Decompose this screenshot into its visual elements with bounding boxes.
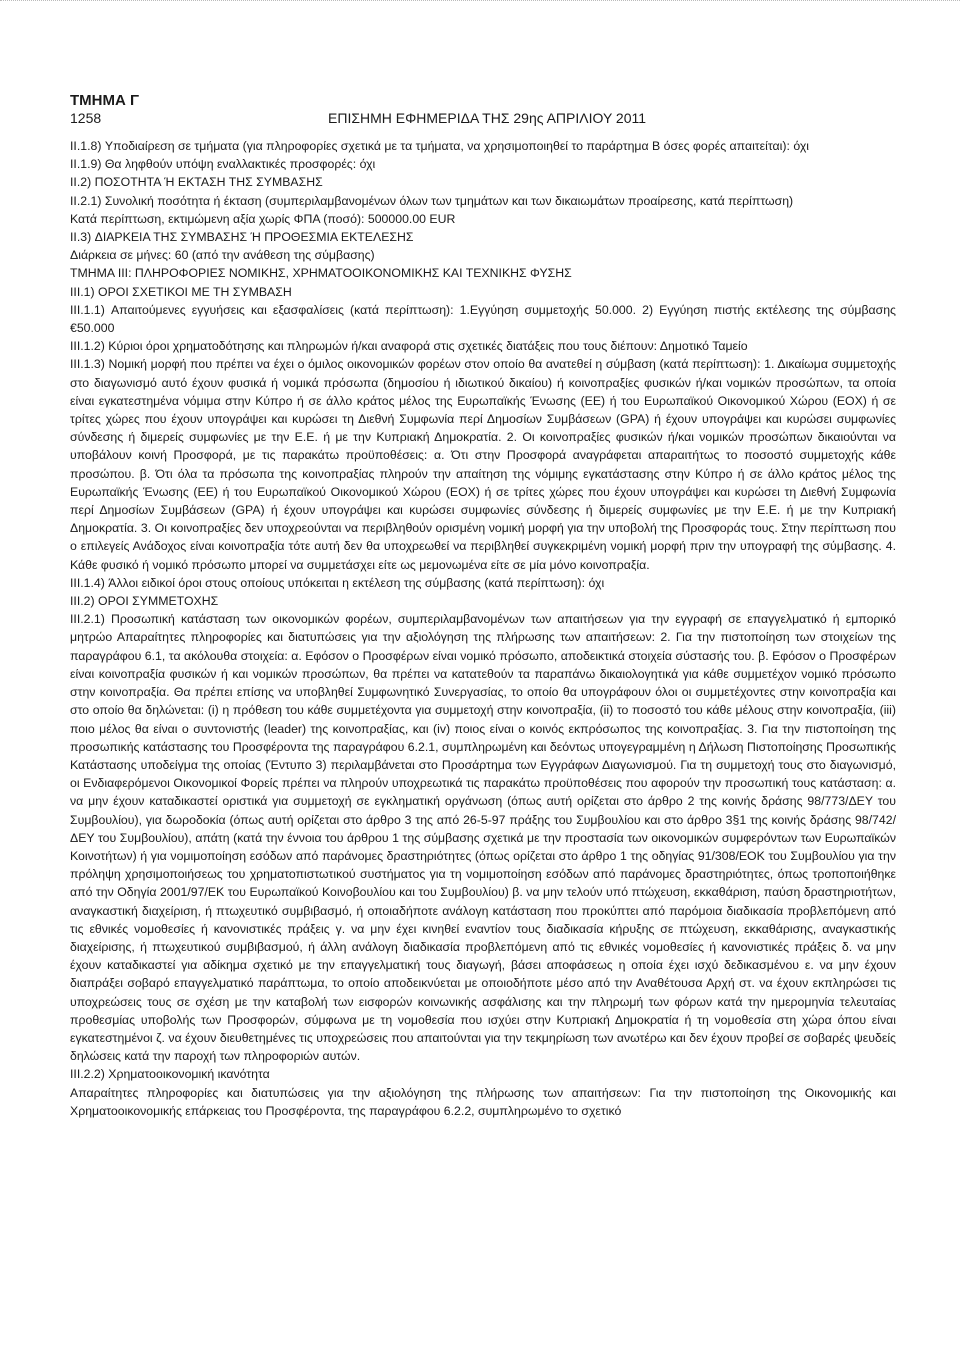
section-label: ΤΜΗΜΑ Γ xyxy=(70,92,140,109)
paragraph: Διάρκεια σε μήνες: 60 (από την ανάθεση της σύμβασης) xyxy=(70,248,375,263)
paragraph: III.1) ΟΡΟΙ ΣΧΕΤΙΚΟΙ ΜΕ ΤΗ ΣΥΜΒΑΣΗ xyxy=(70,284,292,299)
paragraph: II.1.9) Θα ληφθούν υπόψη εναλλακτικές προσφορές: όχι xyxy=(70,157,376,172)
page-number: 1258 xyxy=(70,110,102,126)
document-body xyxy=(70,137,896,1120)
paragraph: III.2.1) Προσωπική κατάσταση των οικονομικών φορέων, συμπεριλαμβανομένων των απαιτήσεων για την εγγραφή σε επαγγελματικό ή εμπορικό μητρώο Απαραίτητες πληροφορίες και διατυπώσεις για την αξιολόγηση της πλήρωσης των απαιτήσεων: 2. Για την πιστοποίηση των στοιχείων της παραγράφου 6.1, τα ακόλουθα στοιχεία: α. Εφόσον ο Προσφέρων είναι νομικό πρόσωπο, αποδεικτικά στοιχεία σύστασής του. β. Εφόσον ο Προσφέρων είναι κοινοπραξία φυσικών ή και νομικών προσώπων, θα πρέπει να κατατεθούν τα παραπάνω δικαιολογητικά για κάθε συμμετέχον νομικό πρόσωπο στην κοινοπραξία. Θα πρέπει επίσης να υποβληθεί Συμφωνητικό Συνεργασίας, το οποίο θα υπογράφουν όλοι οι συμμετέχοντες στην κοινοπραξία και στο οποίο θα δηλώνεται: (i) η πρόθεση του κάθε συμμετέχοντα για συμμετοχή στην κοινοπραξία, (ii) το ποσοστό του κάθε μέλους στην κοινοπραξία, (iii) ποιο μέλος θα είναι ο συντονιστής (leader) της κοινοπραξίας, και (iv) ποιος είναι ο κοινός εκπρόσωπος της κοινοπραξίας. 3. Για την πιστοποίηση της προσωπικής κατάστασης του Προσφέροντα της παραγράφου 6.2.1, συμπληρωμένη και δεόντως υπογεγραμμένη η Δήλωση Πιστοποίησης Προσωπικής Κατάστασης υποδείγμα της οποίας (Έντυπο 3) περιλαμβάνεται στο Προσάρτημα των Εγγράφων Διαγωνισμού. Για τη συμμετοχή τους στο διαγωνισμό, οι Ενδιαφερόμενοι Οικονομικοί Φορείς πρέπει να πληρούν υποχρεωτικά τις παρακάτω προϋποθέσεις που αφορούν την προσωπική τους κατάσταση: α. να μην έχουν καταδικαστεί οριστικά για συμμετοχή σε εγκληματική οργάνωση (όπως αυτή ορίζεται στο άρθρο 2 της κοινής δράσης 98/773/ΔΕΥ του Συμβουλίου), για δωροδοκία (όπως αυτή ορίζεται στο άρθρο 3 της από 26-5-97 πράξης του Συμβουλίου και στο άρθρο 3§1 της κοινής δράσης 98/742/ΔΕΥ του Συμβουλίου), απάτη (κατά την έννοια του άρθρου 1 της σύμβασης σχετικά με την προστασία των οικονομικών συμφερόντων των Ευρωπαϊκών Κοινοτήτων) ή για νομιμοποίηση εσόδων από παράνομες δραστηριότητες (όπως ορίζεται στο άρθρο 1 της οδηγίας 91/308/ΕΟΚ του Συμβουλίου για την πρόληψη χρησιμοποιήσεως του χρηματοπιστωτικού συστήματος για τη νομιμοποίηση εσόδων από παράνομες δραστηριότητες, όπως τροποποιήθηκε από την Οδηγία 2001/97/ΕΚ του Ευρωπαϊκού Κοινοβουλίου και του Συμβουλίου) β. να μην τελούν υπό πτώχευση, εκκαθάριση, παύση δραστηριοτήτων, αναγκαστική διαχείριση, ή πτωχευτικό συμβιβασμό, ή οποιαδήποτε ανάλογη κατάσταση που προκύπτει από παρόμοια διαδικασία προβλεπόμενη από τις εθνικές νομοθεσίες ή κανονιστικές πράξεις γ. να μην έχει κινηθεί εναντίον τους διαδικασία κήρυξης σε πτώχευση, εκκαθάρισης, αναγκαστικής διαχείρισης, ή πτωχευτικού συμβιβασμού, ή άλλη ανάλογη διαδικασία προβλεπόμενη από τις εθνικές νομοθεσίες ή κανονιστικές πράξεις δ. να μην έχουν καταδικαστεί για αδίκημα σχετικό με την επαγγελματική τους διαγωγή, βάσει αποφάσεως η οποία έχει ισχύ δεδικασμένου ε. να μην έχουν διαπράξει σοβαρό επαγγελματικό παράπτωμα, το οποίο αποδεικνύεται με οποιοδήποτε μέσο από την Αναθέτουσα Αρχή στ. να έχουν εκπληρώσει τις υποχρεώσεις τους σε σχέση με την καταβολή των εισφορών κοινωνικής ασφάλισης και την πληρωμή των φόρων κατά την ημερομηνία τελευταίας προθεσμίας υποβολής των Προσφορών, σύμφωνα με τη νομοθεσία που ισχύει στην Κυπριακή Δημοκρατία ή τη νομοθεσία στη χώρα όπου είναι εγκατεστημένοι ζ. να έχουν διευθετημένες τις υποχρεώσεις που απαιτούνται για την τεκμηρίωση των ανωτέρω και δεν έχουν προβεί σε σοβαρές ψευδείς δηλώσεις κατά την παροχή των πληροφοριών αυτών. xyxy=(70,612,896,1064)
paragraph: ΤΜΗΜΑ III: ΠΛΗΡΟΦΟΡΙΕΣ ΝΟΜΙΚΗΣ, ΧΡΗΜΑΤΟΟΙΚΟΝΟΜΙΚΗΣ ΚΑΙ ΤΕΧΝΙΚΗΣ ΦΥΣΗΣ xyxy=(70,266,572,281)
paragraph: III.1.1) Απαιτούμενες εγγυήσεις και εξασφαλίσεις (κατά περίπτωση): 1.Εγγύηση συμμετοχής 50.000. 2) Εγγύηση πιστής εκτέλεσης της σύμβασης €50.000 xyxy=(70,302,896,336)
paragraph: III.1.3) Νομική μορφή που πρέπει να έχει ο όμιλος οικονομικών φορέων στον οποίο θα ανατεθεί η σύμβαση (κατά περίπτωση): 1. Δικαίωμα συμμετοχής στο διαγωνισμό αυτό έχουν φυσικά ή νομικά πρόσωπα (δημοσίου ή ιδιωτικού δικαίου) ή κοινοπραξίες φυσικών ή/και νομικών προσώπων, τα οποία είναι εγκατεστημένα νόμιμα στην Κύπρο ή σε άλλο κράτος μέλος της Ευρωπαϊκής Ένωσης (ΕΕ) ή του Ευρωπαϊκού Οικονομικού Χώρου (ΕΟΧ) ή σε τρίτες χώρες που έχουν υπογράψει και κυρώσει τη Διεθνή Συμφωνία περί Δημοσίων Συμβάσεων (GPA) ή έχουν υπογράψει και κυρώσει συμφωνίες σύνδεσης ή διμερείς συμφωνίες με την Ε.Ε. ή με την Κυπριακή Δημοκρατία. 2. Οι κοινοπραξίες φυσικών ή/και νομικών προσώπων δικαιούνται να υποβάλουν κοινή Προσφορά, με τις παρακάτω προϋποθέσεις: α. Ότι στην Προσφορά αναγράφεται απαραιτήτως το ποσοστό συμμετοχής κάθε προσώπου. β. Ότι όλα τα πρόσωπα της κοινοπραξίας πληρούν την απαίτηση της νόμιμης εγκατάστασης στην Κύπρο ή σε άλλο κράτος μέλος της Ευρωπαϊκής Ένωσης (ΕΕ) ή του Ευρωπαϊκού Οικονομικού Χώρου (ΕΟΧ) ή σε τρίτες χώρες που έχουν υπογράψει και κυρώσει τη Διεθνή Συμφωνία περί Δημοσίων Συμβάσεων (GPA) ή έχουν υπογράψει και κυρώσει συμφωνίες σύνδεσης ή διμερείς συμφωνίες με την Ε.Ε. ή με την Κυπριακή Δημοκρατία. 3. Οι κοινοπραξίες δεν υποχρεούνται να περιβληθούν ορισμένη νομική μορφή για την υποβολή της Προσφοράς τους. Στην περίπτωση που ο επιλεγείς Ανάδοχος είναι κοινοπραξία τότε αυτή δεν θα υποχρεωθεί να περιβληθεί συγκεκριμένη νομική μορφή πριν την υπογραφή της σύμβασης. 4. Κάθε φυσικό ή νομικό πρόσωπο μπορεί να συμμετάσχει είτε ως μεμονωμένα είτε σε μία μόνο κοινοπραξία. xyxy=(70,357,896,572)
paragraph: III.2.2) Χρηματοοικονομική ικανότητα xyxy=(70,1067,270,1082)
paragraph: III.1.2) Κύριοι όροι χρηματοδότησης και πληρωμών ή/και αναφορά στις σχετικές διατάξεις που τους διέπουν: Δημοτικό Ταμείο xyxy=(70,339,748,354)
page-header xyxy=(70,110,920,126)
gazette-title: ΕΠΙΣΗΜΗ ΕΦΗΜΕΡΙΔΑ ΤΗΣ 29ης ΑΠΡΙΛΙΟΥ 2011 xyxy=(328,110,647,126)
paragraph: III.2) ΟΡΟΙ ΣΥΜΜΕΤΟΧΗΣ xyxy=(70,594,219,609)
paragraph: II.2) ΠΟΣΟΤΗΤΑ Ή ΕΚΤΑΣΗ ΤΗΣ ΣΥΜΒΑΣΗΣ xyxy=(70,175,323,190)
paragraph: II.3) ΔΙΑΡΚΕΙΑ ΤΗΣ ΣΥΜΒΑΣΗΣ Ή ΠΡΟΘΕΣΜΙΑ ΕΚΤΕΛΕΣΗΣ xyxy=(70,230,414,245)
paragraph: Κατά περίπτωση, εκτιμώμενη αξία χωρίς ΦΠΑ (ποσό): 500000.00 EUR xyxy=(70,211,456,226)
paragraph: Απαραίτητες πληροφορίες και διατυπώσεις για την αξιολόγηση της πλήρωσης των απαιτήσεων: Για την πιστοποίηση της Οικονομικής και Χρηματοοικονομικής επάρκειας του Προσφέροντα, της παραγράφου 6.2.2, συμπληρωμένο το σχετικό xyxy=(70,1085,896,1118)
paragraph: II.1.8) Υποδιαίρεση σε τμήματα (για πληροφορίες σχετικά με τα τμήματα, να χρησιμοποιηθεί το παράρτημα Β όσες φορές απαιτείται): όχι xyxy=(70,139,810,153)
scan-edge xyxy=(0,0,960,3)
paragraph: II.2.1) Συνολική ποσότητα ή έκταση (συμπεριλαμβανομένων όλων των τμημάτων και των δικαιωμάτων προαίρεσης, κατά περίπτωση) xyxy=(70,193,794,208)
paragraph: III.1.4) Άλλοι ειδικοί όροι στους οποίους υπόκειται η εκτέλεση της σύμβασης (κατά περίπτωση): όχι xyxy=(70,575,605,590)
